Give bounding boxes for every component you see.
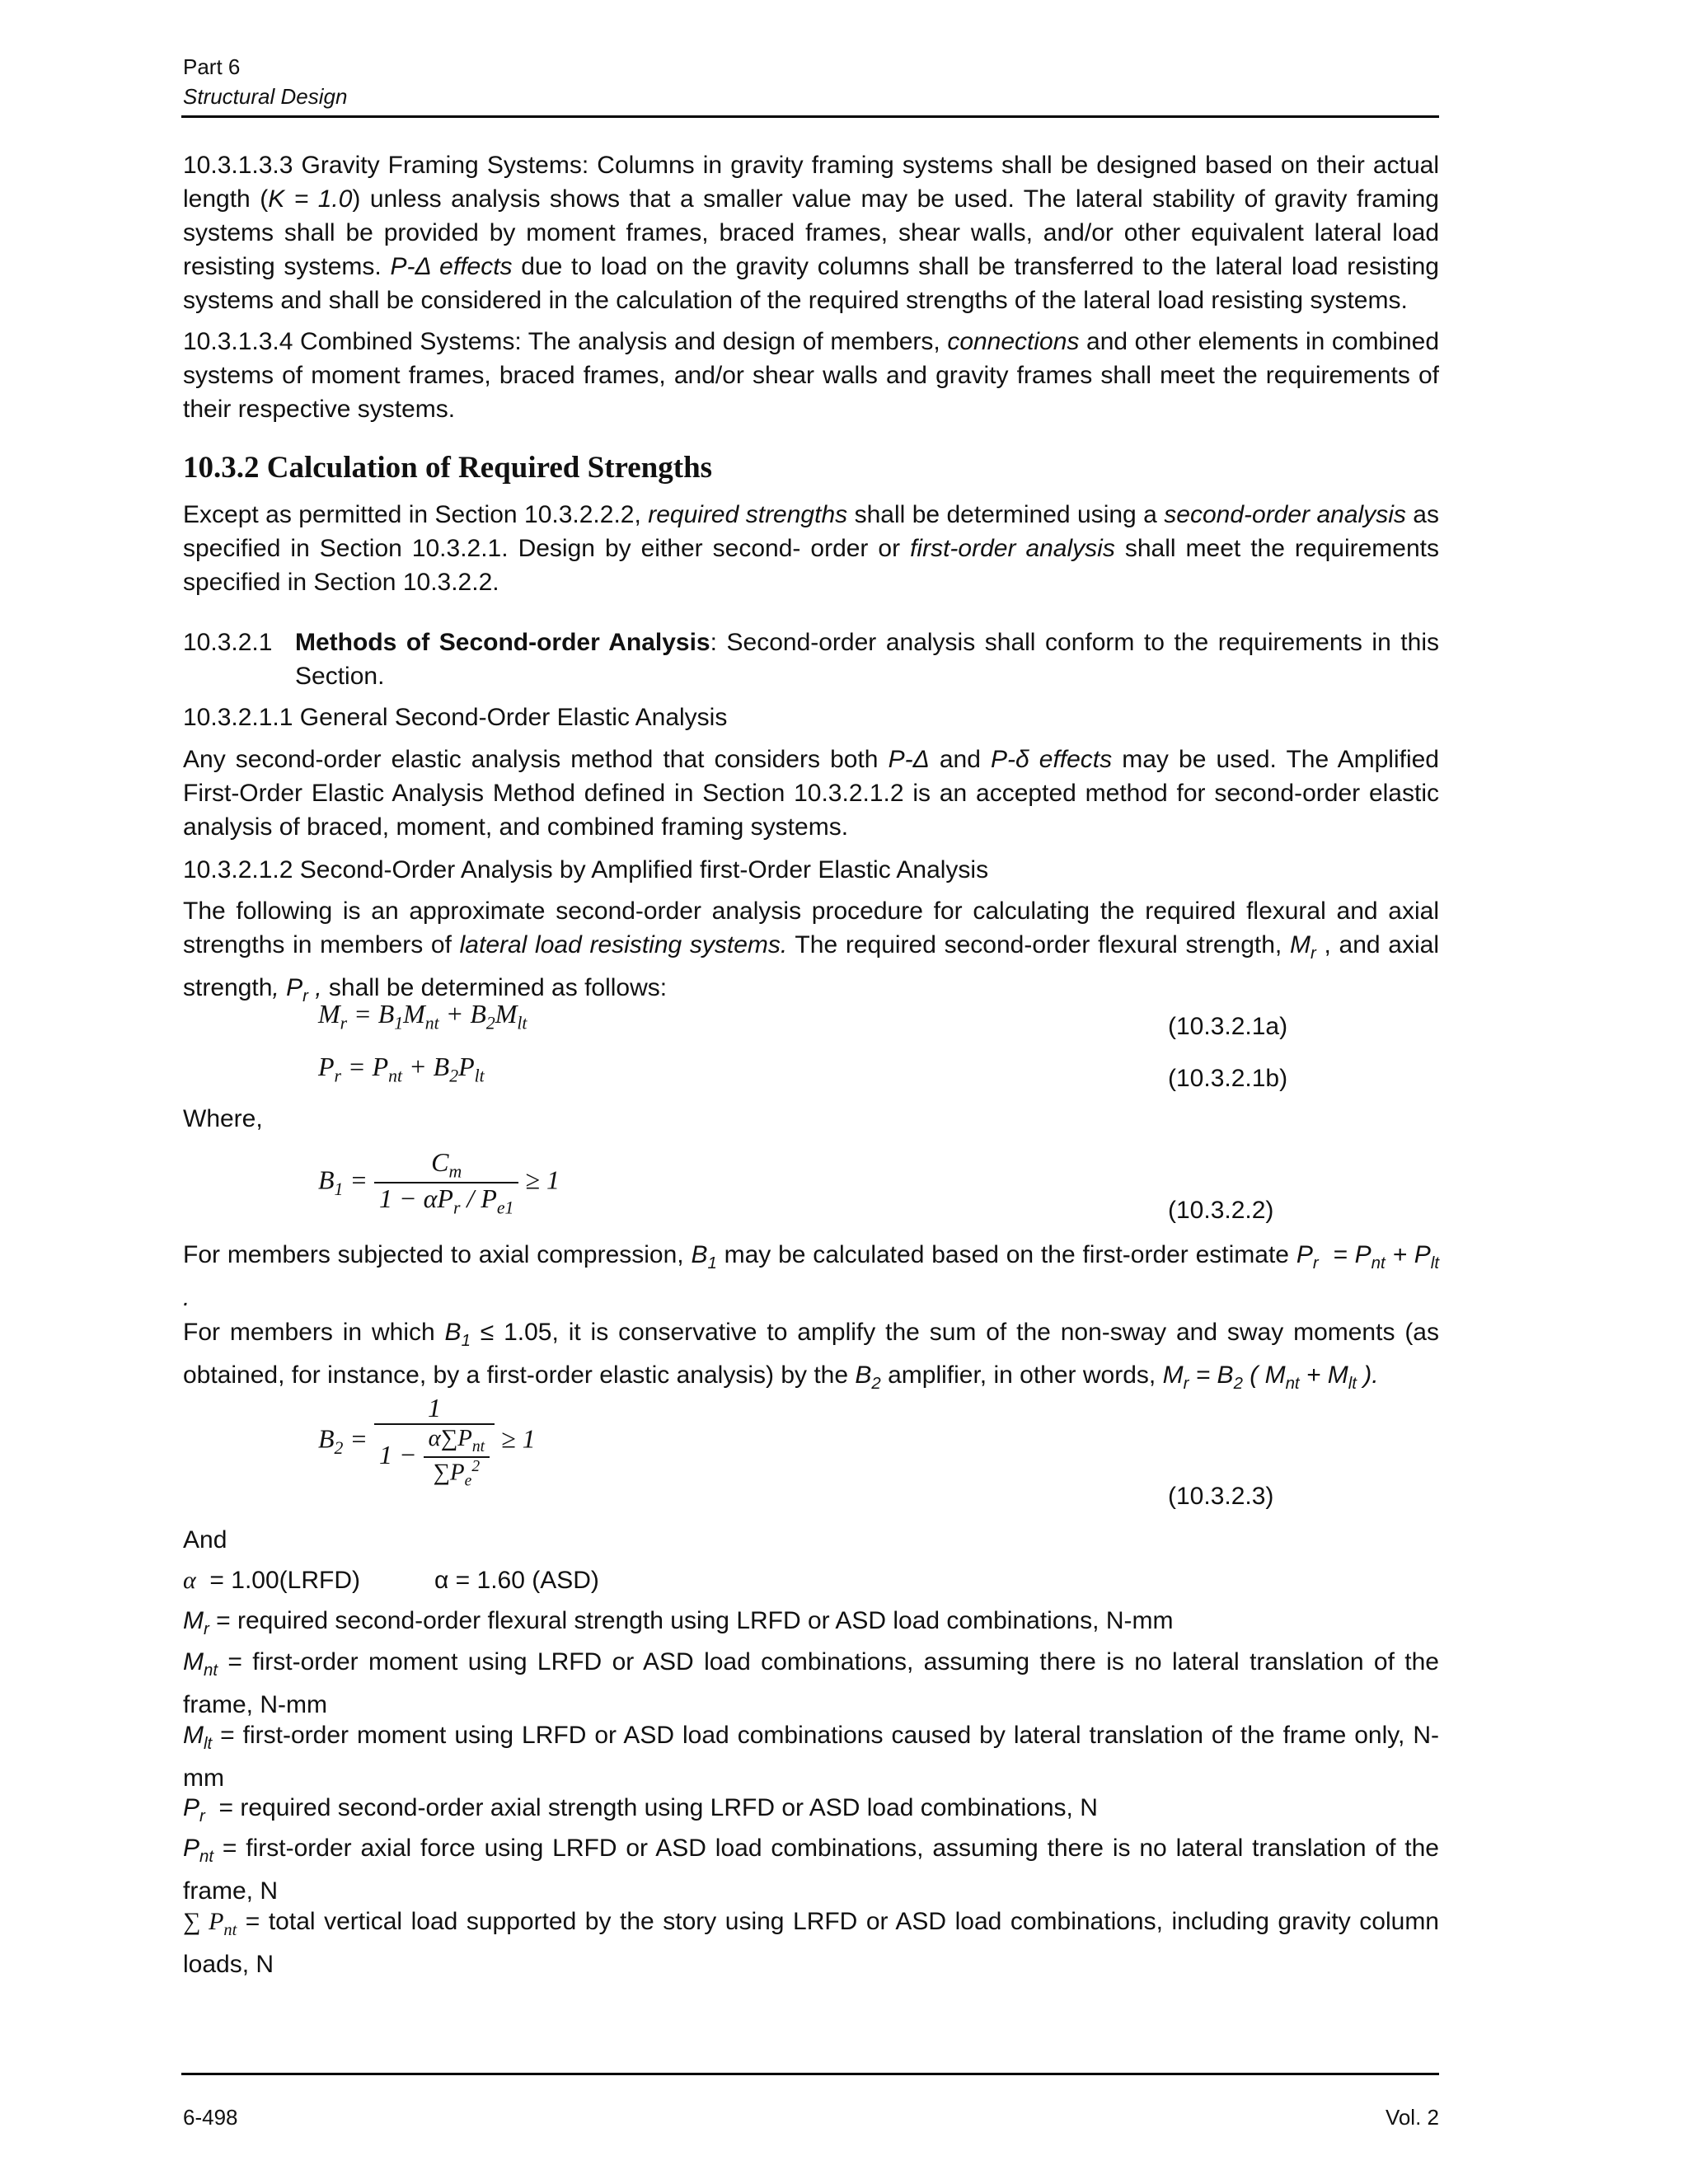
equation-number-b: (10.3.2.1b) [1168, 1065, 1288, 1092]
paragraph-gravity-framing: 10.3.1.3.3 Gravity Framing Systems: Columns in gravity framing systems shall be designed based on their actual length (K = 1.0) unless analysis shows that a smaller value may be used. The lateral stability of gravity framing systems shall be provided by moment frames, braced frames, shear walls, and/or other equivalent lateral load resisting systems. P-Δ effects due to load on the gravity columns shall be transferred to the lateral load resisting systems and shall be considered in the calculation of the required strengths of the lateral load resisting systems. [183, 152, 1439, 314]
section-heading: 10.3.2 Calculation of Required Strengths [183, 451, 713, 485]
equation-mr: $M_r = B_1M_{nt} + B_2M_{lt}$ [318, 999, 528, 1033]
footer-rule [181, 2073, 1439, 2075]
definition-sum-pnt: ∑ $P_{nt}$ = total vertical load supported by the story using LRFD or ASD load combinations, including gravity column loads, N [183, 1908, 1439, 1978]
equation-number-c: (10.3.2.2) [1168, 1197, 1274, 1224]
equation-number-a: (10.3.2.1a) [1168, 1013, 1288, 1040]
paragraph-amplified-procedure: The following is an approximate second-order analysis procedure for calculating the required flexural and axial strengths in members of lateral load resisting systems. The required second-order flexural strength, $M_r$ , and axial strength, $P_r$ , shall be determined as follows: [183, 898, 1439, 1005]
equation-b2: $B_2$ = 1 1 − $\frac{\alpha\sum P_{nt}}{\sum P_e^2}$ ≥ 1 [318, 1393, 536, 1490]
alpha-values: α = 1.00(LRFD) α = 1.60 (ASD) [183, 1567, 599, 1594]
equation-number-d: (10.3.2.3) [1168, 1483, 1274, 1510]
footer-volume: Vol. 2 [1385, 2105, 1439, 2130]
definition-pnt: $P_{nt}$ = first-order axial force using LRFD or ASD load combinations, assuming there is no lateral translation of the frame, N [183, 1835, 1439, 1905]
definition-pr: $P_r$ = required second-order axial strength using LRFD or ASD load combinations, N [183, 1794, 1098, 1825]
subsection-title-amplified: 10.3.2.1.2 Second-Order Analysis by Amplified first-Order Elastic Analysis [183, 856, 989, 883]
paragraph-b1-axial: For members subjected to axial compression, $B_1$ may be calculated based on the first-order estimate $P_r = P_{nt} + P_{lt}$ . [183, 1241, 1439, 1311]
paragraph-general-analysis: Any second-order elastic analysis method that considers both P-Δ and P-δ effects may be used. The Amplified First-Order Elastic Analysis Method defined in Section 10.3.2.1.2 is an accepted method for second-order elastic analysis of braced, moment, and combined framing systems. [183, 746, 1439, 841]
where-label: Where, [183, 1105, 263, 1132]
and-label: And [183, 1526, 227, 1554]
header-part: Part 6 [183, 54, 241, 79]
definition-mnt: $M_{nt}$ = first-order moment using LRFD or ASD load combinations, assuming there is no lateral translation of the frame, N-mm [183, 1648, 1439, 1718]
paragraph-combined-systems: 10.3.1.3.4 Combined Systems: The analysis and design of members, connections and other elements in combined systems of moment frames, braced frames, and/or shear walls and gravity frames shall meet the requirements of their respective systems. [183, 328, 1440, 423]
subsection-title-general: 10.3.2.1.1 General Second-Order Elastic Analysis [183, 704, 728, 731]
paragraph-required-strengths: Except as permitted in Section 10.3.2.2.2, required strengths shall be determined using a second-order analysis as specified in Section 10.3.2.1. Design by either second- order or first-order analysis shall meet the requirements specified in Section 10.3.2.2. [183, 501, 1439, 596]
header-subtitle: Structural Design [183, 84, 348, 109]
equation-pr: $P_r = P_{nt} + B_2P_{lt}$ [318, 1052, 485, 1086]
header-rule [181, 115, 1439, 118]
definition-mr: $M_r$ = required second-order flexural strength using LRFD or ASD load combinations, N-mm [183, 1607, 1174, 1638]
equation-b1: $B_1$ = $\frac{C_m}{1 - \alpha P_r / P_{e1}}$ ≥ 1 [318, 1147, 560, 1218]
paragraph-b1-conservative: For members in which $B_1 \le 1.05$, it is conservative to amplify the sum of the non-sway and sway moments (as obtained, for instance, by a first-order elastic analysis) by the $B_2$ amplifier, in other words, $M_r = B_2$ ( $M_{nt} + M_{lt}$ ). [183, 1319, 1439, 1393]
paragraph-methods-second-order: 10.3.2.1 Methods of Second-order Analysis: Second-order analysis shall conform to the requirements in this Section. [183, 629, 1439, 690]
definition-mlt: $M_{lt}$ = first-order moment using LRFD or ASD load combinations caused by lateral translation of the frame only, N-mm [183, 1722, 1439, 1792]
footer-page-number: 6-498 [183, 2105, 238, 2130]
